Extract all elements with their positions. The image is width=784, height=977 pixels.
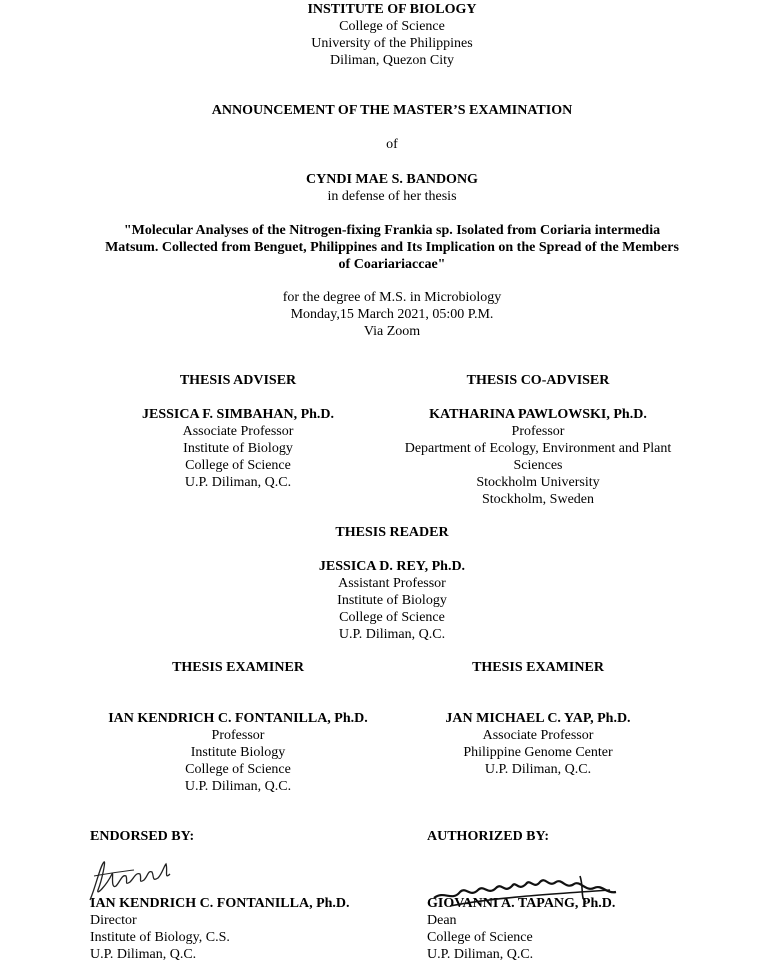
defense-text: in defense of her thesis	[327, 189, 457, 204]
location: Diliman, Quezon City	[329, 53, 455, 68]
endorsed-line: Director	[90, 913, 137, 928]
degree-text: for the degree of M.S. in Microbiology	[282, 290, 502, 305]
authorized-heading	[427, 828, 549, 845]
examiner2-line: U.P. Diliman, Q.C.	[484, 762, 592, 777]
endorsed-name: IAN KENDRICH C. FONTANILLA, Ph.D.	[90, 896, 350, 911]
endorsed-block	[90, 895, 410, 963]
authorized-heading-text: AUTHORIZED BY:	[427, 829, 550, 844]
endorsed-line: U.P. Diliman, Q.C.	[90, 947, 197, 962]
adviser-name: JESSICA F. SIMBAHAN, Ph.D.	[141, 407, 335, 422]
examiner1-name: IAN KENDRICH C. FONTANILLA, Ph.D.	[108, 711, 368, 726]
reader-heading: THESIS READER	[335, 525, 449, 540]
adviser-line: Institute of Biology	[183, 441, 293, 456]
college-name: College of Science	[339, 19, 445, 34]
endorsed-signature	[86, 856, 176, 904]
endorsed-heading	[90, 828, 194, 845]
candidate-name: CYNDI MAE S. BANDONG	[306, 172, 478, 187]
endorsed-heading-text: ENDORSED BY:	[90, 829, 195, 844]
examiner1-line: Professor	[211, 728, 265, 743]
endorsed-line: Institute of Biology, C.S.	[90, 930, 230, 945]
examiner1-line: U.P. Diliman, Q.C.	[184, 779, 292, 794]
reader-block	[242, 524, 542, 643]
examiner2-line: Associate Professor	[482, 728, 594, 743]
adviser-line: College of Science	[185, 458, 291, 473]
examiner2-name: JAN MICHAEL C. YAP, Ph.D.	[445, 711, 631, 726]
authorized-line: U.P. Diliman, Q.C.	[427, 947, 534, 962]
reader-line: Assistant Professor	[338, 576, 446, 591]
examiner1-line: College of Science	[185, 762, 291, 777]
examiner2-block	[388, 659, 688, 778]
authorized-signature	[430, 868, 620, 912]
examiner1-line: Institute Biology	[190, 745, 286, 760]
coadviser-block	[388, 372, 688, 508]
datetime-text: Monday,15 March 2021, 05:00 P.M.	[290, 307, 494, 322]
authorized-line: Dean	[427, 913, 457, 928]
coadviser-line: Professor	[511, 424, 565, 439]
venue-text: Via Zoom	[363, 324, 421, 339]
reader-line: U.P. Diliman, Q.C.	[338, 627, 446, 642]
coadviser-name: KATHARINA PAWLOWSKI, Ph.D.	[429, 407, 647, 422]
coadviser-line: Stockholm University	[476, 475, 600, 490]
letterhead	[0, 1, 784, 69]
adviser-heading: THESIS ADVISER	[179, 373, 297, 388]
adviser-line: Associate Professor	[182, 424, 294, 439]
examiner1-block	[88, 659, 388, 795]
authorized-line: College of Science	[427, 930, 533, 945]
adviser-line: U.P. Diliman, Q.C.	[184, 475, 292, 490]
thesis-title-line: of Coariariaccae"	[338, 257, 446, 272]
examiner1-heading: THESIS EXAMINER	[172, 660, 304, 675]
institute-name: INSTITUTE OF BIOLOGY	[307, 2, 477, 17]
reader-line: Institute of Biology	[337, 593, 447, 608]
thesis-title-line: Matsum. Collected from Benguet, Philippines and Its Implication on the Spread of the Members	[105, 240, 679, 255]
reader-name: JESSICA D. REY, Ph.D.	[318, 559, 466, 574]
thesis-title-line: "Molecular Analyses of the Nitrogen-fixing Frankia sp. Isolated from Coriaria intermedia	[123, 223, 661, 238]
coadviser-line: Stockholm, Sweden	[482, 492, 594, 507]
university-name: University of the Philippines	[311, 36, 473, 51]
coadviser-line: Department of Ecology, Environment and Plant	[404, 441, 672, 456]
of-text: of	[386, 137, 398, 152]
examiner2-heading: THESIS EXAMINER	[472, 660, 604, 675]
adviser-block	[88, 372, 388, 491]
reader-line: College of Science	[339, 610, 445, 625]
authorized-name: GIOVANNI A. TAPANG, Ph.D.	[427, 896, 616, 911]
exam-details	[0, 289, 784, 340]
examiner2-line: Philippine Genome Center	[463, 745, 613, 760]
announcement-title: ANNOUNCEMENT OF THE MASTER’S EXAMINATION	[211, 103, 573, 118]
thesis-title	[0, 222, 784, 273]
coadviser-heading: THESIS CO-ADVISER	[466, 373, 610, 388]
coadviser-line: Sciences	[513, 458, 563, 473]
